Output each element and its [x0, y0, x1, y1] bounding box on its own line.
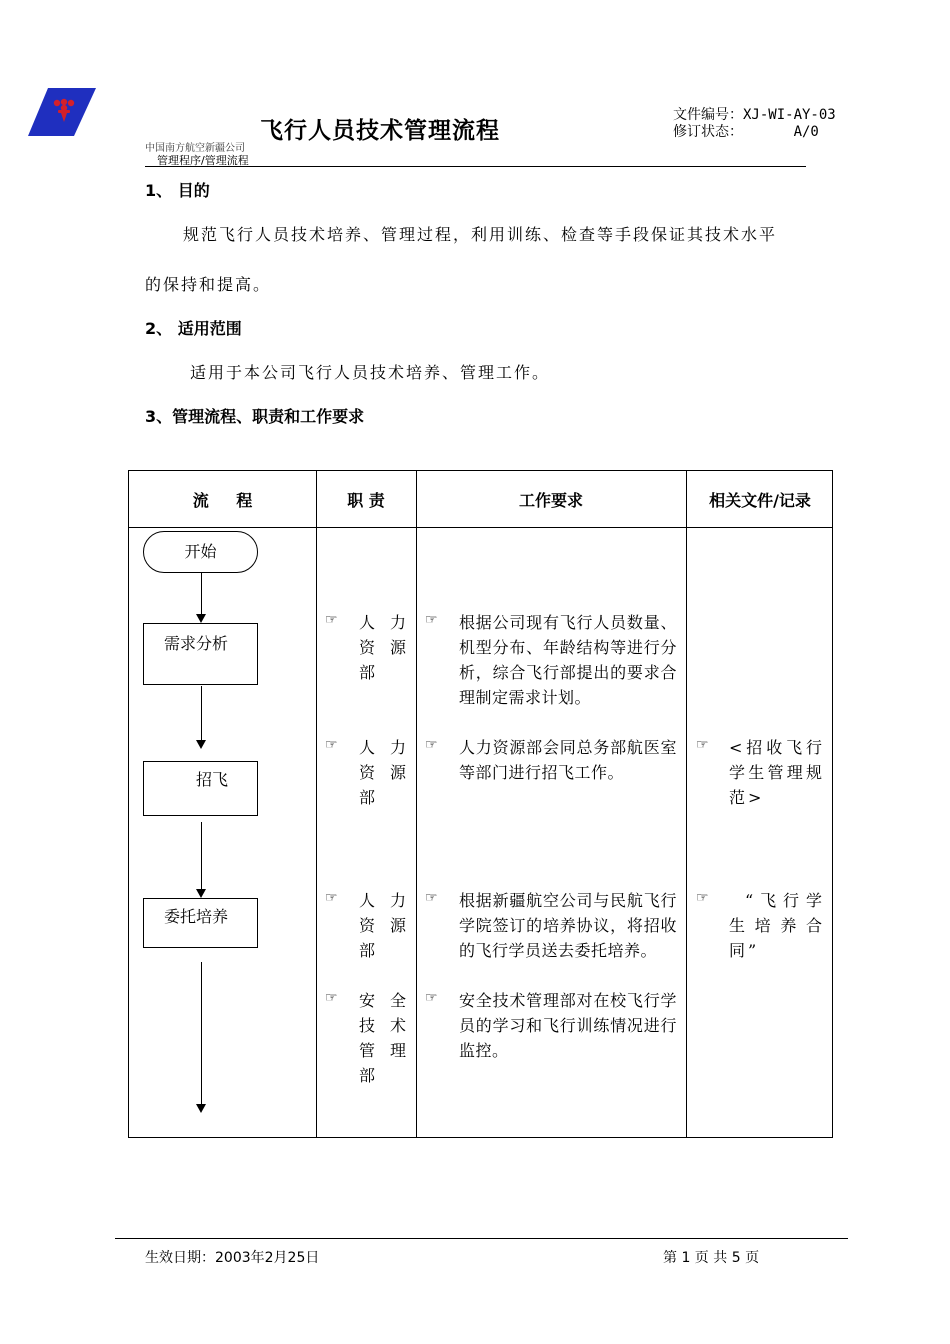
responsibility-line: 资 源 [359, 638, 406, 657]
pointing-hand-icon: ☞ [425, 612, 438, 628]
responsibility-line: 人 力 [359, 738, 406, 757]
section-1-text-line1: 规范飞行人员技术培养、管理过程，利用训练、检查等手段保证其技术水平 [183, 225, 778, 244]
revision-value: A/0 [793, 124, 819, 140]
responsibility-line: 部 [359, 941, 376, 960]
related-doc-training-contract: “飞行学生培养合同” [729, 891, 825, 960]
requirement-entrusted-training: 根据新疆航空公司与民航飞行学院签订的培养协议，将招收的飞行学员送去委托培养。 [459, 891, 677, 960]
section-2-heading: 2、 适用范围 [145, 319, 242, 338]
section-3-heading: 3、管理流程、职责和工作要求 [145, 407, 365, 426]
footer-divider [115, 1238, 848, 1239]
column-divider [416, 471, 417, 1137]
responsibility-line: 人 力 [359, 613, 406, 632]
responsibility-hr-1 [359, 610, 406, 685]
requirement-recruitment: 人力资源部会同总务部航医室等部门进行招飞工作。 [459, 738, 677, 782]
pointing-hand-icon: ☞ [425, 990, 438, 1006]
document-meta [673, 107, 836, 141]
responsibility-line: 资 源 [359, 916, 406, 935]
header-divider [145, 166, 806, 167]
effective-date: 生效日期：2003年2月25日 [145, 1250, 320, 1266]
pointing-hand-icon: ☞ [325, 890, 338, 906]
related-doc-recruitment-spec: <招收飞行学生管理规范> [729, 738, 825, 807]
column-header-flow: 流 程 [192, 490, 253, 510]
responsibility-line: 部 [359, 1066, 376, 1085]
section-1-heading: 1、 目的 [145, 181, 210, 200]
pointing-hand-icon: ☞ [325, 737, 338, 753]
company-name: 中国南方航空新疆公司 [145, 143, 245, 154]
arrow-down-icon [196, 614, 206, 623]
column-header-documents: 相关文件/记录 [709, 490, 811, 510]
column-header-requirements: 工作要求 [518, 490, 583, 510]
requirement-monitoring: 安全技术管理部对在校飞行学员的学习和飞行训练情况进行监控。 [459, 991, 677, 1060]
responsibility-line: 人 力 [359, 891, 406, 910]
responsibility-line: 资 源 [359, 763, 406, 782]
section-1-text-line2: 的保持和提高。 [145, 275, 272, 294]
arrow-down-icon [196, 889, 206, 898]
responsibility-line: 技 术 [359, 1016, 406, 1035]
responsibility-line: 安 全 [359, 991, 406, 1010]
pointing-hand-icon: ☞ [425, 737, 438, 753]
responsibility-safety-tech [359, 988, 406, 1088]
revision-label: 修订状态： [673, 124, 743, 140]
flow-arrow-line [201, 962, 202, 1104]
responsibility-line: 部 [359, 663, 376, 682]
company-logo [28, 88, 96, 136]
column-divider [686, 471, 687, 1137]
page-number: 第 1 页 共 5 页 [663, 1250, 760, 1266]
responsibility-line: 部 [359, 788, 376, 807]
pointing-hand-icon: ☞ [325, 990, 338, 1006]
flow-arrow-line [201, 686, 202, 740]
column-header-responsibility: 职 责 [347, 490, 385, 510]
flow-step-recruitment: 招飞 [143, 761, 258, 816]
flow-step-entrusted-training: 委托培养 [143, 898, 258, 948]
flow-start-node: 开始 [143, 531, 258, 573]
column-divider [316, 471, 317, 1137]
pointing-hand-icon: ☞ [696, 890, 709, 906]
flow-step-demand-analysis: 需求分析 [143, 623, 258, 685]
pointing-hand-icon: ☞ [325, 612, 338, 628]
doc-number: XJ-WI-AY-03 [743, 107, 836, 123]
responsibility-hr-3 [359, 888, 406, 963]
requirement-demand-analysis: 根据公司现有飞行人员数量、机型分布、年龄结构等进行分析，综合飞行部提出的要求合理制定需求计划。 [459, 613, 677, 707]
pointing-hand-icon: ☞ [696, 737, 709, 753]
flow-arrow-line [201, 822, 202, 889]
responsibility-line: 管 理 [359, 1041, 406, 1060]
header-row-divider [129, 527, 832, 528]
arrow-down-icon [196, 740, 206, 749]
pointing-hand-icon: ☞ [425, 890, 438, 906]
section-2-text: 适用于本公司飞行人员技术培养、管理工作。 [190, 363, 551, 382]
flow-arrow-line [201, 573, 202, 614]
arrow-down-icon [196, 1104, 206, 1113]
page-title: 飞行人员技术管理流程 [260, 118, 500, 144]
breadcrumb: 管理程序/管理流程 [157, 154, 249, 167]
doc-number-label: 文件编号： [673, 107, 743, 123]
responsibility-hr-2 [359, 735, 406, 810]
